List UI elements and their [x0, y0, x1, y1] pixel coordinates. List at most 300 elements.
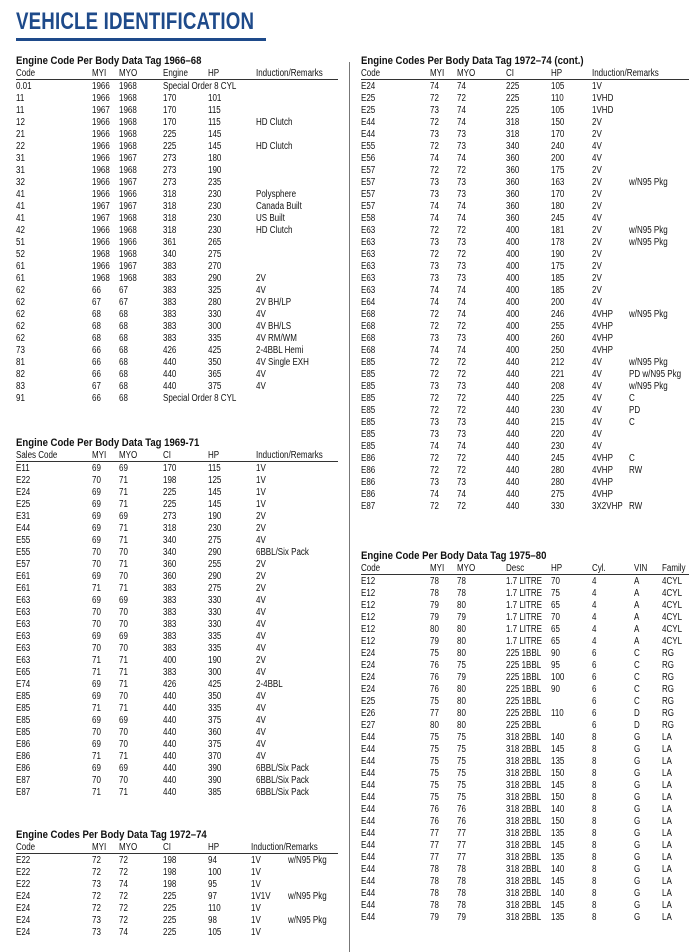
table-cell: 70 [92, 475, 101, 486]
table-cell: E61 [16, 583, 31, 594]
table-cell: LA [662, 852, 672, 863]
table-cell: 72 [430, 501, 439, 512]
table-cell: E22 [16, 855, 31, 866]
table-cell: 75 [457, 768, 466, 779]
table-row [361, 780, 689, 792]
table-cell: E85 [361, 405, 376, 416]
table-cell: 4VHP [592, 489, 613, 500]
table-cell: 72 [457, 465, 466, 476]
table-cell: 68 [119, 309, 128, 320]
table-cell: 383 [163, 321, 177, 332]
table-row [361, 696, 689, 708]
table-cell: 2V [592, 165, 602, 176]
table-cell: 175 [551, 165, 565, 176]
table-cell: 69 [92, 595, 101, 606]
table-row [361, 153, 689, 165]
table-row [361, 453, 689, 465]
table-cell: 1V [256, 487, 266, 498]
table-cell: 4V [256, 739, 266, 750]
table-cell: E44 [361, 840, 376, 851]
table-cell: 6BBL/Six Pack [256, 763, 309, 774]
table-cell: 1V [592, 81, 602, 92]
section-heading: Engine Code Per Body Data Tag 1969-71 [16, 437, 200, 449]
table-cell: 1968 [119, 141, 137, 152]
table-cell: 77 [430, 708, 439, 719]
table-cell: 360 [163, 559, 177, 570]
table-cell: 198 [163, 475, 177, 486]
table-row [361, 81, 689, 93]
table-cell: 1966 [92, 189, 110, 200]
table-cell: 8 [592, 828, 597, 839]
table-cell: 225 1BBL [506, 660, 542, 671]
table-cell: 318 2BBL [506, 780, 542, 791]
table-cell: 170 [163, 105, 177, 116]
table-cell: 78 [457, 876, 466, 887]
table-cell: 12 [16, 117, 25, 128]
column-header: MYO [119, 68, 138, 79]
table-cell: 65 [551, 636, 560, 647]
table-cell: 1968 [119, 249, 137, 260]
table-cell: 94 [208, 855, 217, 866]
title-underline [16, 38, 266, 41]
table-cell: D [634, 720, 640, 731]
table-cell: w/N95 Pkg [629, 381, 668, 392]
table-cell: 4V [592, 297, 602, 308]
table-cell: 74 [457, 201, 466, 212]
table-cell: 78 [430, 588, 439, 599]
table-cell: 1.7 LITRE [506, 612, 543, 623]
table-cell: 73 [457, 417, 466, 428]
table-row [361, 900, 689, 912]
table-cell: 190 [208, 165, 222, 176]
table-cell: G [634, 900, 641, 911]
table-cell: 225 [506, 93, 520, 104]
table-cell: 335 [208, 631, 222, 642]
table-cell: 290 [208, 547, 222, 558]
table-row [361, 393, 689, 405]
table-cell: 273 [163, 511, 177, 522]
table-cell: 75 [457, 756, 466, 767]
table-row [361, 600, 689, 612]
engine-codes-1972-74-cont [361, 55, 689, 513]
table-row [16, 357, 338, 369]
section-heading: Engine Code Per Body Data Tag 1975–80 [361, 550, 547, 562]
table-cell: 260 [551, 333, 565, 344]
table-cell: 1V [251, 915, 261, 926]
table-cell: 275 [551, 489, 565, 500]
table-cell: 74 [457, 81, 466, 92]
table-cell: 1.7 LITRE [506, 576, 543, 587]
table-cell: 4V [592, 213, 602, 224]
table-cell: 200 [551, 153, 565, 164]
table-cell: 221 [551, 369, 565, 380]
table-cell: 318 2BBL [506, 900, 542, 911]
table-cell: 440 [506, 417, 520, 428]
table-cell: G [634, 840, 641, 851]
table-cell: 78 [430, 876, 439, 887]
table-row [361, 768, 689, 780]
table-row [361, 357, 689, 369]
table-cell: 1968 [119, 81, 137, 92]
table-cell: 1V [256, 463, 266, 474]
table-cell: 71 [119, 667, 128, 678]
table-cell: 225 [163, 141, 177, 152]
table-cell: 62 [16, 309, 25, 320]
table-cell: 440 [163, 357, 177, 368]
table-cell: 73 [457, 261, 466, 272]
table-cell: 4 [592, 636, 597, 647]
table-cell: 80 [457, 708, 466, 719]
table-cell: 390 [208, 763, 222, 774]
table-cell: 220 [551, 429, 565, 440]
table-row [16, 667, 338, 679]
table-cell: 230 [208, 225, 222, 236]
table-cell: G [634, 792, 641, 803]
table-row [361, 213, 689, 225]
table-cell: 1V [251, 867, 261, 878]
column-header: CI [506, 68, 514, 79]
table-row [361, 309, 689, 321]
table-cell: E63 [361, 237, 376, 248]
table-cell: LA [662, 888, 672, 899]
table-cell: E24 [16, 903, 31, 914]
table-cell: 400 [506, 237, 520, 248]
table-cell: 4CYL [662, 612, 683, 623]
table-cell: 69 [92, 463, 101, 474]
table-cell: 2V [592, 177, 602, 188]
table-cell: 100 [208, 867, 222, 878]
column-header: Induction/Remarks [256, 68, 323, 79]
table-cell: 235 [208, 177, 222, 188]
table-cell: 4CYL [662, 624, 683, 635]
table-cell: 370 [208, 751, 222, 762]
table-cell: E44 [16, 523, 31, 534]
table-row [16, 201, 338, 213]
column-header: VIN [634, 563, 648, 574]
table-cell: LA [662, 756, 672, 767]
table-cell: 340 [163, 249, 177, 260]
table-cell: 73 [92, 915, 101, 926]
table-cell: 79 [457, 612, 466, 623]
table-cell: 69 [119, 715, 128, 726]
table-cell: 69 [92, 691, 101, 702]
table-cell: 8 [592, 912, 597, 923]
table-cell: G [634, 804, 641, 815]
table-cell: 74 [430, 285, 439, 296]
table-cell: E85 [361, 441, 376, 452]
table-cell: 11 [16, 93, 25, 104]
table-cell: 2V [592, 189, 602, 200]
table-cell: 360 [506, 213, 520, 224]
table-cell: E24 [361, 648, 376, 659]
table-row [16, 535, 338, 547]
table-cell: 383 [163, 285, 177, 296]
table-cell: 275 [208, 535, 222, 546]
table-row [361, 684, 689, 696]
table-header-row [16, 450, 338, 462]
table-cell: 190 [208, 655, 222, 666]
table-row [16, 727, 338, 739]
table-cell: 2V [592, 285, 602, 296]
table-cell: 4V [592, 141, 602, 152]
table-cell: 73 [457, 381, 466, 392]
table-cell: E85 [16, 703, 31, 714]
table-cell: 70 [119, 775, 128, 786]
table-row [361, 732, 689, 744]
table-cell: A [634, 612, 640, 623]
table-cell: E63 [16, 643, 31, 654]
table-cell: 225 2BBL [506, 720, 542, 731]
table-cell: 2V [592, 129, 602, 140]
table-cell: LA [662, 816, 672, 827]
table-cell: 69 [92, 499, 101, 510]
table-cell: 74 [430, 153, 439, 164]
table-cell: 1966 [92, 177, 110, 188]
table-cell: 62 [16, 297, 25, 308]
table-cell: 75 [430, 696, 439, 707]
table-cell: E12 [361, 588, 376, 599]
table-cell: 145 [551, 840, 565, 851]
column-header: MYI [430, 563, 445, 574]
table-cell: LA [662, 864, 672, 875]
table-row [361, 744, 689, 756]
table-cell: E68 [361, 321, 376, 332]
table-cell: 82 [16, 369, 25, 380]
table-cell: 140 [551, 864, 565, 875]
table-cell: 8 [592, 780, 597, 791]
table-cell: 150 [551, 816, 565, 827]
table-row [16, 751, 338, 763]
table-row [16, 463, 338, 475]
table-cell: 73 [457, 129, 466, 140]
table-cell: 383 [163, 619, 177, 630]
table-cell: 4 [592, 588, 597, 599]
table-cell: E24 [16, 891, 31, 902]
table-cell: 440 [163, 381, 177, 392]
table-cell: 71 [119, 583, 128, 594]
table-cell: 71 [119, 487, 128, 498]
table-cell: 70 [92, 775, 101, 786]
table-row [16, 393, 338, 405]
table-cell: E86 [361, 477, 376, 488]
table-cell: HD Clutch [256, 141, 293, 152]
table-cell: 78 [457, 900, 466, 911]
column-header: HP [208, 68, 220, 79]
column-divider [349, 62, 350, 952]
table-cell: 68 [119, 333, 128, 344]
table-cell: E63 [361, 273, 376, 284]
column-header: Induction/Remarks [592, 68, 659, 79]
table-cell: 62 [16, 333, 25, 344]
table-cell: US Built [256, 213, 285, 224]
table-cell: E24 [16, 915, 31, 926]
table-cell: C [634, 660, 640, 671]
table-cell: 71 [119, 475, 128, 486]
table-cell: 83 [16, 381, 25, 392]
table-row [361, 117, 689, 129]
table-cell: 1967 [92, 201, 110, 212]
table-cell: 145 [551, 744, 565, 755]
table-cell: 170 [551, 129, 565, 140]
table-cell: 73 [457, 477, 466, 488]
page-title: VEHICLE IDENTIFICATION [16, 8, 255, 35]
table-cell: 225 [551, 393, 565, 404]
column-header: MYI [430, 68, 445, 79]
table-cell: 215 [551, 417, 565, 428]
table-row [16, 679, 338, 691]
table-cell: 69 [119, 763, 128, 774]
table-cell: 72 [119, 903, 128, 914]
table-cell: RG [662, 720, 674, 731]
table-cell: 71 [119, 679, 128, 690]
table-cell: 72 [457, 93, 466, 104]
table-cell: C [629, 393, 635, 404]
table-cell: 75 [430, 648, 439, 659]
table-cell: 230 [208, 213, 222, 224]
table-cell: E44 [361, 876, 376, 887]
table-cell: 6 [592, 708, 597, 719]
table-cell: 0.01 [16, 81, 32, 92]
table-cell: 140 [551, 732, 565, 743]
table-cell: 72 [430, 309, 439, 320]
table-cell: 440 [506, 501, 520, 512]
table-cell: 185 [551, 273, 565, 284]
table-cell: 1968 [119, 105, 137, 116]
table-cell: E86 [16, 751, 31, 762]
table-cell: 4V [256, 381, 266, 392]
table-cell: 115 [208, 117, 221, 128]
table-cell: C [634, 684, 640, 695]
table-cell: E87 [16, 787, 31, 798]
table-cell: C [629, 417, 635, 428]
table-cell: 440 [506, 453, 520, 464]
table-cell: 80 [457, 720, 466, 731]
table-cell: 225 1BBL [506, 684, 542, 695]
table-cell: G [634, 732, 641, 743]
table-cell: 360 [506, 189, 520, 200]
table-cell: 65 [551, 624, 560, 635]
table-cell: E57 [361, 189, 376, 200]
table-cell: 150 [551, 117, 565, 128]
table-cell: 208 [551, 381, 565, 392]
table-cell: 275 [208, 583, 222, 594]
table-cell: 145 [208, 141, 222, 152]
table-cell: 4V [592, 393, 602, 404]
table-cell: 4V [256, 667, 266, 678]
table-cell: 78 [457, 576, 466, 587]
table-cell: E44 [361, 864, 376, 875]
table-cell: E44 [361, 888, 376, 899]
table-cell: 2V [256, 655, 266, 666]
column-header: Induction/Remarks [256, 450, 323, 461]
table-cell: 440 [506, 369, 520, 380]
table-cell: 70 [119, 691, 128, 702]
table-row [16, 915, 338, 927]
table-row [16, 903, 338, 915]
engine-codes-1975-80 [361, 550, 689, 924]
table-cell: E85 [16, 715, 31, 726]
table-cell: E44 [361, 756, 376, 767]
table-cell: 440 [506, 405, 520, 416]
table-cell: E85 [361, 393, 376, 404]
table-header-row [361, 563, 689, 575]
table-cell: 1.7 LITRE [506, 588, 543, 599]
table-cell: w/N95 Pkg [629, 237, 668, 248]
table-cell: 1.7 LITRE [506, 636, 543, 647]
table-cell: 270 [208, 261, 222, 272]
table-cell: 4V [256, 751, 266, 762]
table-cell: E24 [361, 672, 376, 683]
table-cell: 80 [430, 624, 439, 635]
table-cell: 225 2BBL [506, 708, 542, 719]
table-cell: 440 [506, 441, 520, 452]
table-cell: 1966 [92, 129, 110, 140]
table-cell: E44 [361, 768, 376, 779]
table-cell: 300 [208, 321, 222, 332]
table-row [361, 201, 689, 213]
table-cell: 225 [506, 105, 520, 116]
table-cell: E44 [361, 792, 376, 803]
table-cell: 75 [457, 792, 466, 803]
table-cell: 400 [506, 345, 520, 356]
table-row [16, 703, 338, 715]
column-header: Family [662, 563, 686, 574]
table-cell: E85 [361, 429, 376, 440]
column-header: HP [551, 563, 563, 574]
table-cell: 1V [251, 927, 261, 938]
table-cell: 75 [430, 792, 439, 803]
table-cell: 8 [592, 804, 597, 815]
table-cell: 72 [119, 855, 128, 866]
table-cell: 69 [92, 571, 101, 582]
table-cell: 31 [16, 153, 25, 164]
table-cell: E44 [361, 900, 376, 911]
table-cell: 97 [208, 891, 217, 902]
table-cell: 70 [119, 619, 128, 630]
table-cell: 70 [119, 739, 128, 750]
table-cell: 67 [119, 297, 128, 308]
table-cell: 62 [16, 321, 25, 332]
table-cell: G [634, 912, 641, 923]
table-row [16, 787, 338, 799]
table-cell: 198 [163, 879, 177, 890]
table-cell: 4V [256, 309, 266, 320]
table-cell: 72 [430, 393, 439, 404]
table-cell: 69 [92, 763, 101, 774]
table-cell: 198 [163, 867, 177, 878]
table-cell: 2V [592, 273, 602, 284]
table-cell: 185 [551, 285, 565, 296]
table-row [361, 285, 689, 297]
table-cell: 390 [208, 775, 222, 786]
table-cell: G [634, 876, 641, 887]
table-cell: 75 [457, 660, 466, 671]
table-row [16, 285, 338, 297]
table-cell: 340 [163, 535, 177, 546]
table-cell: 335 [208, 703, 222, 714]
table-cell: E63 [16, 655, 31, 666]
table-cell: 81 [16, 357, 25, 368]
table-cell: Special Order 8 CYL [163, 81, 237, 92]
table-cell: 440 [163, 751, 177, 762]
table-cell: E25 [361, 105, 376, 116]
table-row [16, 607, 338, 619]
table-cell: E44 [361, 816, 376, 827]
table-cell: 1968 [119, 165, 137, 176]
table-cell: 75 [430, 756, 439, 767]
table-cell: A [634, 600, 640, 611]
table-cell: 246 [551, 309, 565, 320]
